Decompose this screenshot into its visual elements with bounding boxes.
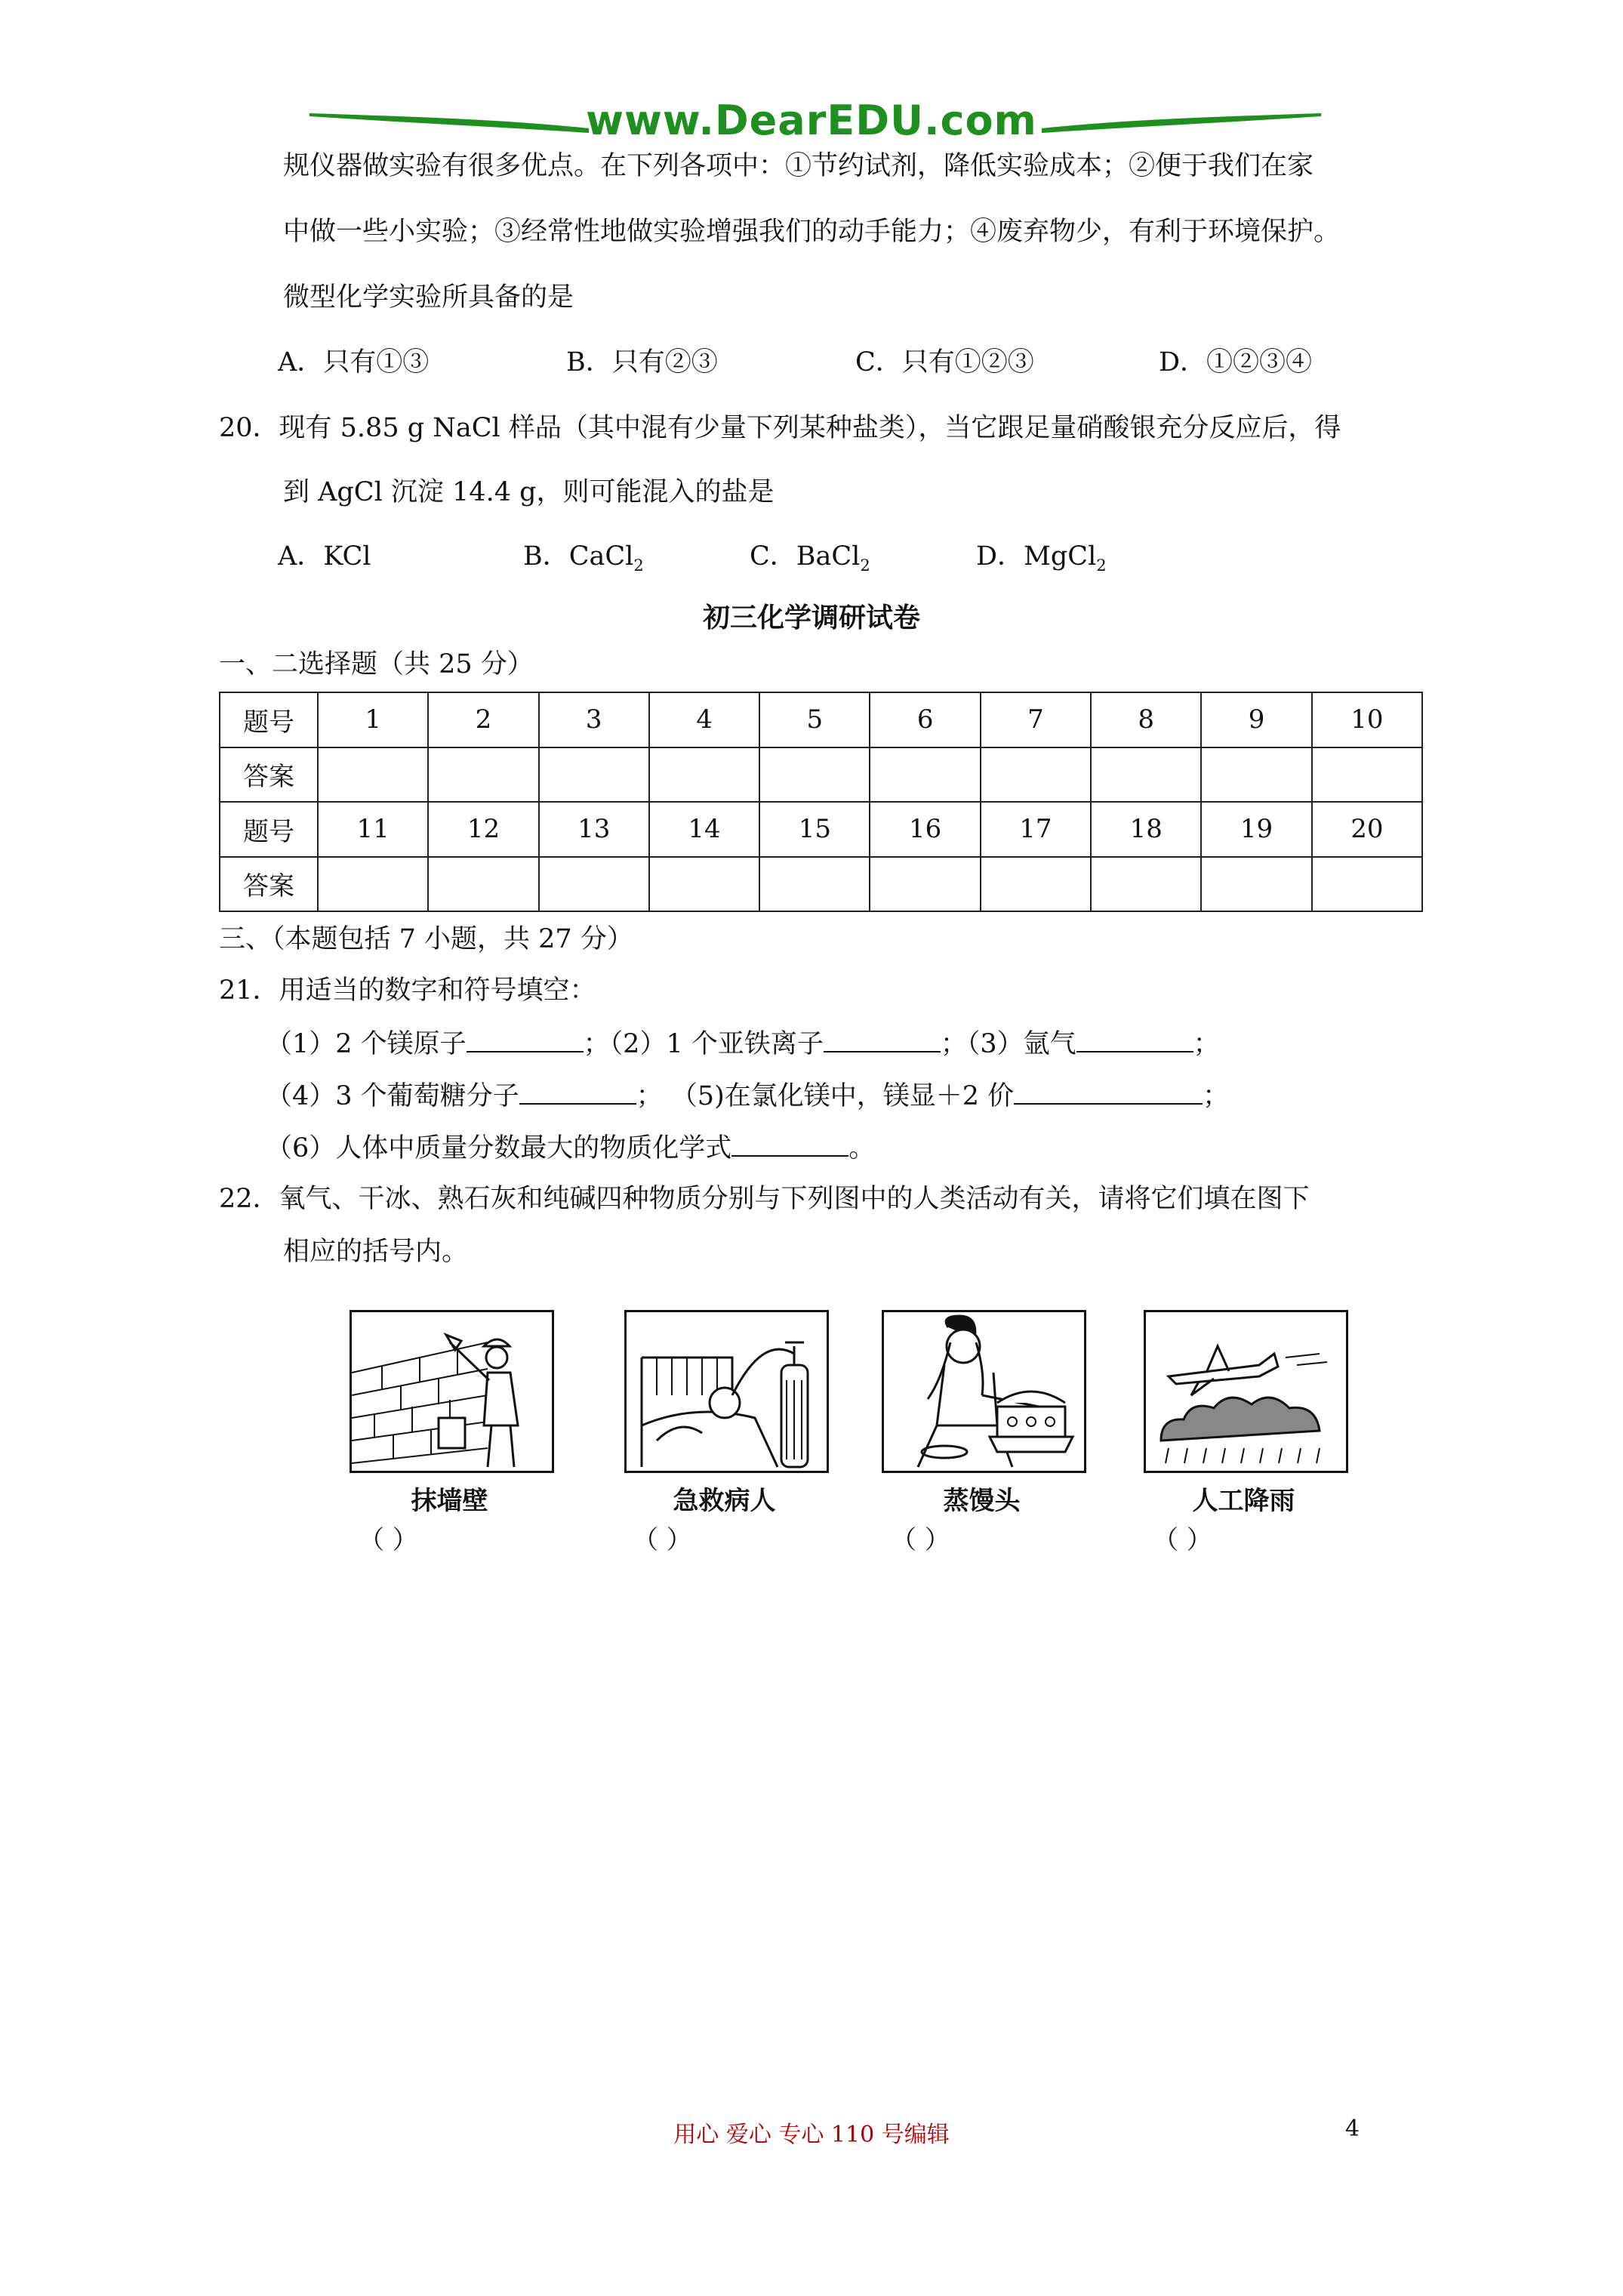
plastering-wall-icon: [350, 1310, 554, 1473]
table-row: [220, 692, 1422, 747]
question-number: 9: [1201, 692, 1311, 747]
question-number: 18: [1091, 802, 1201, 857]
q21-row3: （6）人体中质量分数最大的物质化学式 。: [266, 1130, 875, 1165]
question-number: 16: [870, 802, 980, 857]
answer-cell[interactable]: [1091, 747, 1201, 803]
header-site: www.DearEDU.com: [586, 97, 1037, 144]
answer-cell[interactable]: [1201, 857, 1311, 912]
caption-artificial-rain: 人工降雨: [1192, 1486, 1295, 1516]
footer-text: 用心 爱心 专心 110 号编辑: [673, 2122, 950, 2148]
row-label: 答案: [220, 857, 318, 912]
blank-field[interactable]: [467, 1025, 584, 1052]
q19-option-a: A．只有①③: [278, 347, 430, 378]
answer-cell[interactable]: [759, 747, 870, 803]
q21-stem: 21．用适当的数字和符号填空：: [219, 975, 596, 1006]
question-number: 7: [981, 692, 1091, 747]
answer-cell[interactable]: [1201, 747, 1311, 803]
artificial-rain-icon: [1144, 1310, 1348, 1473]
question-number: 11: [318, 802, 428, 857]
answer-table: [219, 692, 1423, 912]
answer-cell[interactable]: [428, 857, 538, 912]
answer-cell[interactable]: [649, 747, 759, 803]
table-row: [220, 857, 1422, 912]
caption-emergency-patient: 急救病人: [673, 1486, 776, 1516]
question-number: 10: [1312, 692, 1422, 747]
caption-steaming-buns: 蒸馒头: [943, 1486, 1021, 1516]
answer-parenthesis[interactable]: （ ）: [359, 1525, 418, 1555]
question-number: 15: [759, 802, 870, 857]
q20-line1: 20．现有 5.85 g NaCl 样品（其中混有少量下列某种盐类），当它跟足量硝酸银充分反应后，得: [219, 413, 1341, 443]
question-number: 2: [428, 692, 538, 747]
answer-cell[interactable]: [981, 857, 1091, 912]
question-number: 3: [539, 692, 649, 747]
question-number: 19: [1201, 802, 1311, 857]
q19-line2: 中做一些小实验；③经常性地做实验增强我们的动手能力；④废弃物少，有利于环境保护。: [283, 217, 1341, 247]
question-number: 1: [318, 692, 428, 747]
q19-line1: 规仪器做实验有很多优点。在下列各项中：①节约试剂，降低实验成本；②便于我们在家: [283, 151, 1314, 181]
q20-option-c: C．BaCl$_2$: [750, 541, 870, 575]
oxygen-patient-icon: [624, 1310, 829, 1473]
blank-field[interactable]: [824, 1025, 941, 1052]
question-number: 8: [1091, 692, 1201, 747]
answer-cell[interactable]: [870, 747, 980, 803]
question-number: 20: [1312, 802, 1422, 857]
blank-field[interactable]: [519, 1077, 636, 1105]
row-label: 题号: [220, 802, 318, 857]
question-number: 5: [759, 692, 870, 747]
q19-line3: 微型化学实验所具备的是: [283, 282, 574, 313]
answer-parenthesis[interactable]: （ ）: [1153, 1525, 1212, 1555]
answer-cell[interactable]: [318, 857, 428, 912]
q19-option-c: C．只有①②③: [855, 347, 1034, 378]
page-number: 4: [1345, 2116, 1360, 2142]
answer-parenthesis[interactable]: （ ）: [633, 1525, 692, 1555]
answer-cell[interactable]: [1312, 857, 1422, 912]
q19-option-d: D．①②③④: [1159, 347, 1313, 378]
question-number: 6: [870, 692, 980, 747]
question-number: 12: [428, 802, 538, 857]
answer-cell[interactable]: [539, 747, 649, 803]
answer-cell[interactable]: [870, 857, 980, 912]
answer-parenthesis[interactable]: （ ）: [891, 1525, 950, 1555]
row-label: 题号: [220, 692, 318, 747]
table-row: [220, 802, 1422, 857]
table-row: [220, 747, 1422, 803]
question-number: 4: [649, 692, 759, 747]
answer-cell[interactable]: [318, 747, 428, 803]
section1-heading: 一、二选择题（共 25 分）: [219, 649, 534, 680]
answer-cell[interactable]: [428, 747, 538, 803]
row-label: 答案: [220, 747, 318, 803]
blank-field[interactable]: [731, 1130, 848, 1157]
q21-row1: （1）2 个镁原子 ；（2）1 个亚铁离子 ；（3）氩气 ；: [266, 1025, 1220, 1061]
answer-cell[interactable]: [1091, 857, 1201, 912]
exam-title: 初三化学调研试卷: [702, 602, 920, 633]
q20-option-b: B．CaCl$_2$: [523, 541, 644, 575]
answer-cell[interactable]: [649, 857, 759, 912]
q21-row2: （4）3 个葡萄糖分子 ； （5)在氯化镁中，镁显＋2 价 ；: [266, 1077, 1229, 1113]
answer-cell[interactable]: [759, 857, 870, 912]
answer-cell[interactable]: [539, 857, 649, 912]
caption-plastering-wall: 抹墙壁: [411, 1486, 488, 1516]
question-number: 14: [649, 802, 759, 857]
question-number: 17: [981, 802, 1091, 857]
question-number: 13: [539, 802, 649, 857]
q20-option-a: A．KCl: [278, 541, 371, 572]
steaming-buns-icon: [882, 1310, 1086, 1473]
q20-option-d: D．MgCl$_2$: [976, 541, 1107, 575]
q19-option-b: B．只有②③: [566, 347, 718, 378]
q22-line1: 22．氧气、干冰、熟石灰和纯碱四种物质分别与下列图中的人类活动有关，请将它们填在图下: [219, 1184, 1310, 1214]
answer-cell[interactable]: [981, 747, 1091, 803]
blank-field[interactable]: [1076, 1025, 1193, 1052]
q22-line2: 相应的括号内。: [283, 1237, 469, 1267]
answer-cell[interactable]: [1312, 747, 1422, 803]
blank-field[interactable]: [1014, 1077, 1203, 1105]
section3-heading: 三、（本题包括 7 小题，共 27 分）: [219, 924, 633, 954]
q20-line2: 到 AgCl 沉淀 14.4 g，则可能混入的盐是: [283, 477, 775, 507]
